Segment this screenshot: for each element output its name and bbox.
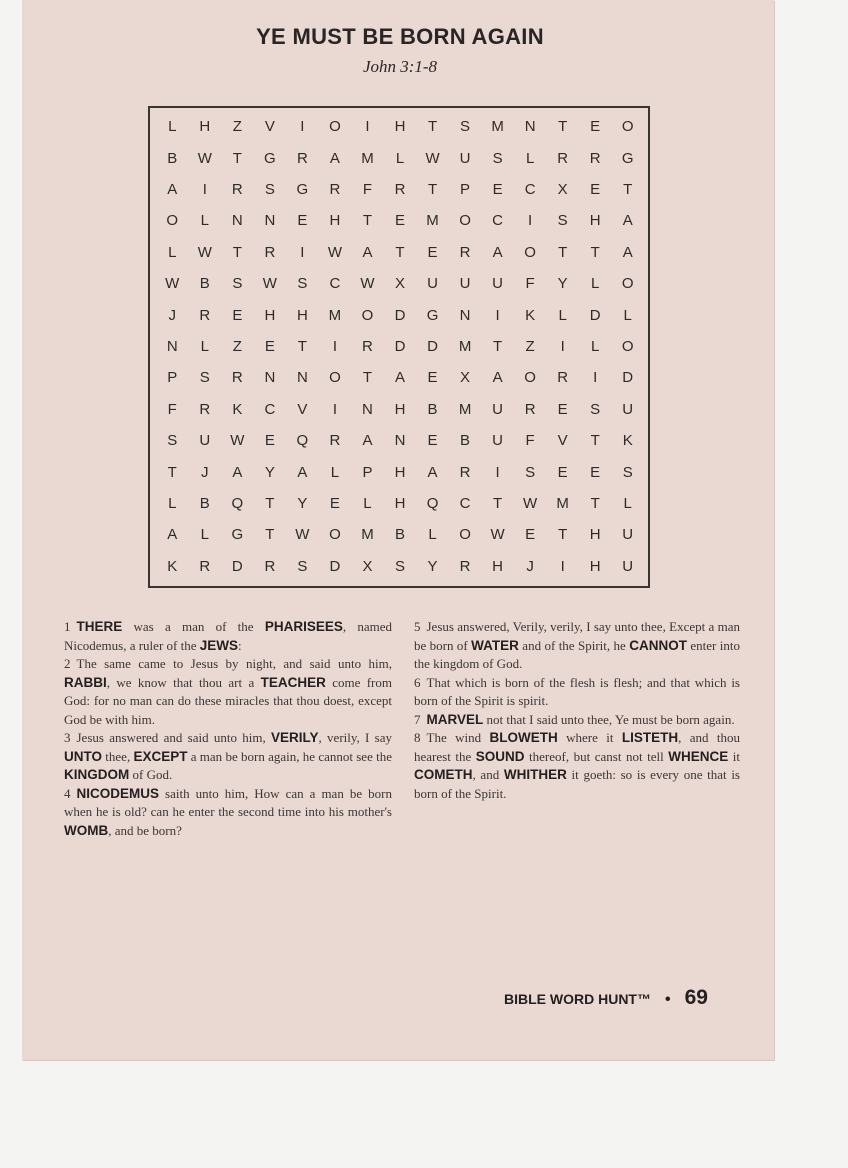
grid-letter: R xyxy=(329,180,341,198)
grid-letter: O xyxy=(621,275,634,293)
grid-letter: X xyxy=(557,180,568,198)
grid-letter: C xyxy=(459,494,471,512)
grid-letter: R xyxy=(557,369,569,387)
grid-letter: A xyxy=(362,432,373,450)
grid-letter: E xyxy=(590,118,601,136)
verse-text: Jesus answered, Verily, verily, I say unto thee, Except a man be born of xyxy=(414,619,740,653)
grid-letter: R xyxy=(459,243,471,261)
grid-letter: S xyxy=(492,149,503,167)
grid-letter: E xyxy=(264,432,275,450)
grid-letter: T xyxy=(590,432,600,450)
grid-letter: C xyxy=(524,180,536,198)
grid-letter: T xyxy=(558,526,568,544)
grid-letter: D xyxy=(622,369,634,387)
grid-letter: F xyxy=(362,180,373,198)
grid-letter: V xyxy=(557,432,568,450)
grid-letter: V xyxy=(297,400,308,418)
grid-letter: R xyxy=(557,149,569,167)
verse-paragraph xyxy=(414,618,740,674)
verse-paragraph xyxy=(64,655,392,729)
verse-text: Jesus answered and said unto him, xyxy=(76,730,271,745)
grid-letter: A xyxy=(622,212,633,230)
grid-letter: I xyxy=(593,369,598,387)
grid-letter: O xyxy=(329,526,341,544)
grid-letter: D xyxy=(231,557,243,575)
verse-text: saith unto him, How can a man be born when he is old? can he enter the second time into his mother's xyxy=(64,785,392,819)
grid-letter: S xyxy=(460,118,471,136)
grid-letter: T xyxy=(232,149,242,167)
grid-letter: P xyxy=(167,369,178,387)
grid-letter: S xyxy=(622,463,633,481)
verse-text: , we know that thou art a xyxy=(106,674,261,690)
grid-letter: S xyxy=(590,400,601,418)
grid-letter: S xyxy=(232,275,243,293)
grid-letter: L xyxy=(168,243,177,261)
grid-letter: R xyxy=(264,557,276,575)
grid-letter: L xyxy=(200,526,209,544)
grid-letter: U xyxy=(459,275,471,293)
grid-letter: H xyxy=(264,306,276,324)
grid-letter: L xyxy=(591,275,600,293)
grid-letter: A xyxy=(622,243,633,261)
grid-letter: M xyxy=(458,337,472,355)
hidden-word: EXCEPT xyxy=(133,748,188,764)
grid-letter: Y xyxy=(557,275,568,293)
hidden-word: TEACHER xyxy=(260,674,326,690)
grid-letter: A xyxy=(492,243,503,261)
grid-letter: A xyxy=(362,243,373,261)
grid-letter: T xyxy=(232,243,242,261)
grid-letter: U xyxy=(622,557,634,575)
grid-letter: E xyxy=(427,243,438,261)
grid-letter: N xyxy=(459,306,471,324)
grid-letter: R xyxy=(296,149,308,167)
hidden-word: RABBI xyxy=(64,674,107,690)
grid-letter: T xyxy=(493,494,503,512)
grid-letter: O xyxy=(524,243,536,261)
grid-letter: T xyxy=(623,180,633,198)
grid-letter: I xyxy=(332,400,337,418)
grid-letter: D xyxy=(427,337,438,355)
grid-letter: J xyxy=(168,306,177,324)
grid-letter: C xyxy=(264,400,276,418)
grid-letter: P xyxy=(460,180,471,198)
grid-letter: T xyxy=(265,526,275,544)
grid-letter: L xyxy=(395,149,405,167)
grid-letter: R xyxy=(231,369,243,387)
grid-letter: F xyxy=(167,400,177,418)
grid-letter: T xyxy=(362,369,373,387)
grid-letter: R xyxy=(264,243,276,261)
grid-letter: E xyxy=(525,526,536,544)
grid-letter: O xyxy=(329,369,341,387)
grid-letter: V xyxy=(264,118,275,136)
grid-letter: A xyxy=(492,369,503,387)
grid-letter: S xyxy=(394,557,405,575)
grid-letter: D xyxy=(329,557,341,575)
grid-letter: A xyxy=(297,463,308,481)
hidden-word: SOUND xyxy=(475,748,525,764)
grid-letter: R xyxy=(199,557,211,575)
grid-letter: H xyxy=(589,212,601,230)
grid-letter: W xyxy=(262,275,277,293)
hidden-word: NICODEMUS xyxy=(76,785,160,801)
grid-letter: M xyxy=(328,306,342,324)
grid-letter: I xyxy=(528,212,533,230)
grid-letter: T xyxy=(362,212,373,230)
hidden-word: VERILY xyxy=(271,730,319,745)
grid-letter: R xyxy=(231,180,243,198)
grid-letter: E xyxy=(557,463,568,481)
grid-letter: S xyxy=(297,275,308,293)
grid-letter: H xyxy=(492,557,504,575)
grid-letter: L xyxy=(623,494,632,512)
grid-letter: O xyxy=(621,337,634,355)
grid-letter: K xyxy=(525,306,536,324)
grid-letter: U xyxy=(622,400,634,418)
grid-letter: T xyxy=(265,494,275,512)
scripture-reference: John 3:1-8 xyxy=(362,57,438,76)
grid-letter: B xyxy=(394,526,405,544)
grid-letter: I xyxy=(332,337,337,355)
verse-text: thereof, but canst not tell xyxy=(524,748,669,764)
grid-letter: A xyxy=(232,463,243,481)
grid-letter: R xyxy=(394,180,406,198)
grid-letter: U xyxy=(622,526,634,544)
grid-letter: J xyxy=(201,463,209,481)
grid-letter: E xyxy=(590,463,601,481)
grid-letter: S xyxy=(199,369,210,387)
verse-text: That which is born of the flesh is flesh; and that which is born of the Spirit is spirit. xyxy=(414,674,740,708)
grid-letter: T xyxy=(558,243,568,261)
grid-letter: G xyxy=(296,180,309,198)
grid-letter: Y xyxy=(297,494,308,512)
grid-letter: O xyxy=(459,212,471,230)
footer-brand: BIBLE WORD HUNT™ xyxy=(504,991,651,1007)
hidden-word: COMETH xyxy=(414,767,473,782)
grid-letter: N xyxy=(264,369,276,387)
grid-letter: K xyxy=(232,400,243,418)
hidden-word: THERE xyxy=(76,619,123,634)
grid-letter: M xyxy=(491,118,504,136)
verse-text: The wind xyxy=(426,730,490,745)
grid-letter: T xyxy=(427,118,438,136)
grid-letter: G xyxy=(426,306,439,324)
grid-letter: L xyxy=(591,337,600,355)
grid-letter: L xyxy=(623,306,632,324)
grid-letter: O xyxy=(459,526,471,544)
grid-letter: T xyxy=(427,180,438,198)
verse-number: 6 xyxy=(414,674,421,690)
hidden-word: WATER xyxy=(471,637,519,653)
grid-letter: E xyxy=(427,432,438,450)
grid-letter: T xyxy=(395,243,405,261)
grid-letter: H xyxy=(394,400,406,418)
grid-letter: I xyxy=(365,118,370,136)
grid-letter: N xyxy=(394,432,406,450)
grid-letter: Z xyxy=(525,337,535,355)
grid-letter: N xyxy=(524,118,536,136)
grid-letter: P xyxy=(362,463,373,481)
verse-text: and of the Spirit, he xyxy=(518,637,630,653)
grid-letter: H xyxy=(199,118,211,136)
grid-letter: L xyxy=(168,118,177,136)
grid-letter: W xyxy=(490,526,505,544)
grid-letter: X xyxy=(460,369,471,387)
grid-letter: Q xyxy=(426,494,439,512)
verse-text: thee, xyxy=(102,748,134,764)
grid-letter: S xyxy=(297,557,308,575)
grid-letter: E xyxy=(590,180,601,198)
grid-letter: M xyxy=(361,149,374,167)
verse-number: 2 xyxy=(64,656,71,671)
grid-letter: A xyxy=(167,526,178,544)
grid-letter: L xyxy=(200,337,209,355)
grid-letter: N xyxy=(362,400,373,418)
grid-letter: E xyxy=(394,212,405,230)
grid-letter: X xyxy=(394,275,405,293)
grid-letter: I xyxy=(202,180,207,198)
grid-letter: Q xyxy=(296,432,309,450)
grid-letter: K xyxy=(622,432,633,450)
grid-letter: L xyxy=(558,306,567,324)
grid-letter: G xyxy=(231,526,244,544)
verse-paragraph xyxy=(64,785,392,841)
grid-letter: E xyxy=(264,337,275,355)
grid-letter: H xyxy=(589,526,601,544)
hidden-word: CANNOT xyxy=(629,637,687,653)
verse-text: , and thou hearest the xyxy=(414,730,741,764)
grid-letter: R xyxy=(362,337,373,355)
grid-letter: I xyxy=(560,337,565,355)
grid-letter: W xyxy=(425,149,440,167)
grid-letter: Z xyxy=(232,118,242,136)
verse-text: not that I said unto thee, Ye must be born again. xyxy=(483,711,735,727)
grid-letter: L xyxy=(525,149,535,167)
grid-letter: W xyxy=(360,275,375,293)
hidden-word: JEWS xyxy=(199,637,238,653)
verses-column-left xyxy=(64,618,392,840)
verse-text: where it xyxy=(557,730,622,745)
verse-text: of God. xyxy=(129,767,173,782)
grid-letter: R xyxy=(199,306,211,324)
grid-letter: A xyxy=(167,180,178,198)
verse-number: 4 xyxy=(64,785,71,801)
grid-letter: S xyxy=(525,463,536,481)
verse-text: was a man of the xyxy=(122,619,265,634)
grid-letter: J xyxy=(526,557,534,575)
verses-column-right xyxy=(414,618,740,803)
grid-letter: E xyxy=(232,306,243,324)
verse-text: , and be born? xyxy=(108,822,182,838)
grid-letter: H xyxy=(394,494,406,512)
grid-letter: X xyxy=(362,557,373,575)
grid-letter: U xyxy=(459,149,471,167)
grid-letter: D xyxy=(394,306,406,324)
verse-text: , named Nicodemus, a ruler of the xyxy=(64,619,392,653)
grid-letter: R xyxy=(589,149,601,167)
page-title: YE MUST BE BORN AGAIN xyxy=(256,24,544,49)
verse-text: , and xyxy=(472,767,504,782)
grid-letter: W xyxy=(327,243,342,261)
grid-letter: A xyxy=(394,369,405,387)
grid-letter: E xyxy=(297,212,308,230)
grid-letter: U xyxy=(427,275,438,293)
grid-letter: N xyxy=(231,212,243,230)
verse-text: , verily, I say xyxy=(318,730,392,745)
grid-letter: Y xyxy=(427,557,438,575)
grid-letter: U xyxy=(492,275,504,293)
grid-letter: U xyxy=(492,432,504,450)
grid-letter: T xyxy=(558,118,568,136)
grid-letter: D xyxy=(394,337,406,355)
grid-letter: L xyxy=(200,212,209,230)
grid-letter: S xyxy=(167,432,178,450)
grid-letter: B xyxy=(427,400,438,418)
grid-letter: U xyxy=(492,400,504,418)
grid-letter: L xyxy=(330,463,340,481)
verse-text: come from God: for no man can do these miracles that thou doest, except God be with him. xyxy=(64,674,393,727)
verse-paragraph xyxy=(414,729,740,803)
verse-text: it goeth: so is every one that is born of the Spirit. xyxy=(414,767,740,801)
grid-letter: I xyxy=(495,306,500,324)
grid-letter: W xyxy=(295,526,310,544)
grid-letter: A xyxy=(427,463,438,481)
grid-letter: Q xyxy=(231,494,244,512)
grid-letter: U xyxy=(199,432,211,450)
hidden-word: WHENCE xyxy=(668,748,729,764)
grid-letter: T xyxy=(590,494,600,512)
verse-paragraph xyxy=(64,618,392,655)
grid-letter: H xyxy=(296,306,308,324)
grid-letter: M xyxy=(458,400,472,418)
grid-letter: O xyxy=(621,118,634,136)
grid-letter: O xyxy=(329,118,341,136)
hidden-word: WOMB xyxy=(64,822,109,838)
grid-letter: W xyxy=(165,275,180,293)
grid-letter: C xyxy=(492,212,504,230)
grid-letter: G xyxy=(264,149,276,167)
grid-letter: D xyxy=(589,306,601,324)
verse-text: : xyxy=(238,637,242,653)
grid-letter: H xyxy=(589,557,601,575)
verse-number: 3 xyxy=(64,730,71,745)
grid-letter: R xyxy=(459,557,471,575)
grid-letter: G xyxy=(621,149,634,167)
grid-letter: E xyxy=(427,369,438,387)
verse-paragraph xyxy=(64,729,392,785)
verse-number: 7 xyxy=(414,711,421,727)
verse-number: 8 xyxy=(414,730,421,745)
grid-letter: I xyxy=(300,243,305,261)
grid-letter: B xyxy=(199,494,210,512)
hidden-word: MARVEL xyxy=(426,711,484,727)
verse-number: 5 xyxy=(414,619,421,634)
grid-letter: H xyxy=(394,463,406,481)
grid-letter: O xyxy=(524,369,536,387)
grid-letter: E xyxy=(557,400,568,418)
verse-text: it xyxy=(728,748,740,764)
page-number: 69 xyxy=(684,986,708,1009)
grid-letter: S xyxy=(557,212,568,230)
grid-letter: B xyxy=(199,275,210,293)
grid-letter: R xyxy=(199,400,211,418)
grid-letter: H xyxy=(329,212,341,230)
page-footer xyxy=(504,986,708,1010)
grid-letter: R xyxy=(329,432,341,450)
grid-letter: T xyxy=(167,463,177,481)
word-search-grid xyxy=(148,106,650,588)
hidden-word: UNTO xyxy=(64,748,103,764)
grid-letter: O xyxy=(166,212,179,230)
grid-letter: M xyxy=(556,494,569,512)
verse-paragraph xyxy=(414,711,740,730)
hidden-word: PHARISEES xyxy=(264,619,343,634)
grid-letter: I xyxy=(560,557,565,575)
grid-letter: I xyxy=(495,463,500,481)
verse-text: enter into the kingdom of God. xyxy=(414,637,740,671)
grid-letter: E xyxy=(492,180,503,198)
verse-paragraph xyxy=(414,674,740,711)
grid-letter: W xyxy=(230,432,245,450)
grid-letter: T xyxy=(493,337,503,355)
grid-letter: N xyxy=(296,369,308,387)
grid-letter: Y xyxy=(264,463,275,481)
grid-letter: L xyxy=(428,526,437,544)
grid-letter: W xyxy=(197,243,212,261)
grid-letter: N xyxy=(166,337,178,355)
grid-letter: A xyxy=(329,149,340,167)
grid-letter: R xyxy=(459,463,471,481)
grid-letter: N xyxy=(264,212,276,230)
grid-letter: B xyxy=(460,432,471,450)
grid-letter: W xyxy=(523,494,538,512)
grid-letter: F xyxy=(525,432,535,450)
footer-separator: • xyxy=(665,991,671,1008)
hidden-word: BLOWETH xyxy=(489,730,558,745)
grid-letter: O xyxy=(361,306,374,324)
verse-text: a man be born again, he cannot see the xyxy=(187,748,392,764)
grid-letter: M xyxy=(361,526,374,544)
hidden-word: KINGDOM xyxy=(64,767,130,782)
grid-letter: R xyxy=(524,400,536,418)
grid-letter: Z xyxy=(232,337,242,355)
hidden-word: LISTETH xyxy=(621,730,679,745)
verse-number: 1 xyxy=(64,619,71,634)
grid-letter: L xyxy=(363,494,372,512)
grid-letter: H xyxy=(394,118,406,136)
grid-letter: B xyxy=(167,149,178,167)
grid-letter: L xyxy=(168,494,177,512)
verse-text: The same came to Jesus by night, and said unto him, xyxy=(76,656,392,671)
grid-letter: K xyxy=(167,557,178,575)
grid-letter: E xyxy=(329,494,340,512)
grid-letter: W xyxy=(197,149,212,167)
grid-letter: I xyxy=(300,118,305,136)
grid-letter: M xyxy=(426,212,439,230)
grid-letter: F xyxy=(525,275,535,293)
grid-letter: S xyxy=(264,180,275,198)
grid-letter: T xyxy=(297,337,307,355)
hidden-word: WHITHER xyxy=(503,767,567,782)
grid-letter: C xyxy=(329,275,341,293)
grid-letter: T xyxy=(590,243,600,261)
